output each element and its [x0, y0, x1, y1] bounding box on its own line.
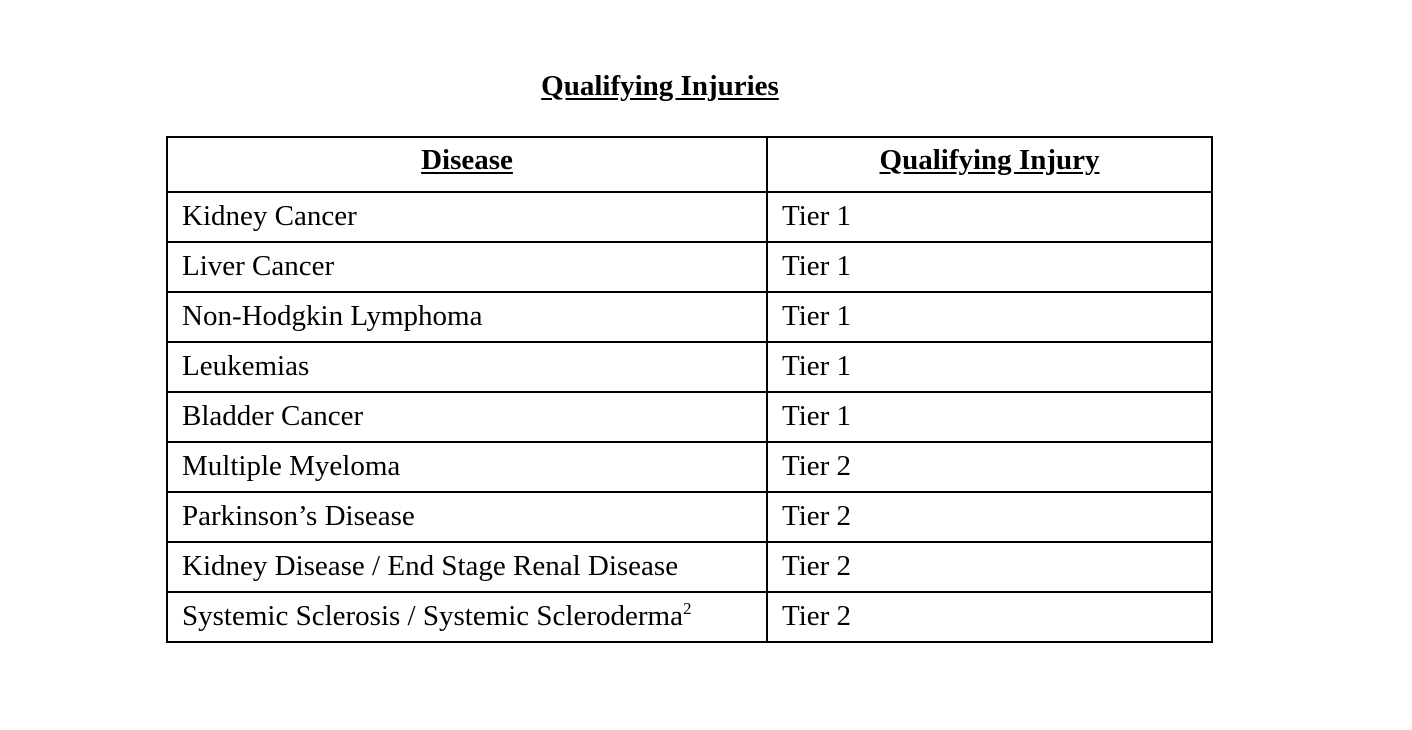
disease-cell: Kidney Cancer — [167, 192, 767, 242]
column-header-qualifying-injury: Qualifying Injury — [767, 137, 1212, 192]
tier-cell: Tier 1 — [767, 242, 1212, 292]
table-row — [167, 592, 1212, 642]
table-row — [167, 292, 1212, 342]
disease-cell: Bladder Cancer — [167, 392, 767, 442]
table-row — [167, 392, 1212, 442]
tier-cell: Tier 2 — [767, 442, 1212, 492]
table-row — [167, 542, 1212, 592]
tier-cell: Tier 1 — [767, 192, 1212, 242]
table-row — [167, 442, 1212, 492]
disease-cell: Leukemias — [167, 342, 767, 392]
tier-cell: Tier 1 — [767, 292, 1212, 342]
tier-cell: Tier 1 — [767, 342, 1212, 392]
disease-cell: Parkinson’s Disease — [167, 492, 767, 542]
disease-cell: Liver Cancer — [167, 242, 767, 292]
tier-cell: Tier 2 — [767, 592, 1212, 642]
disease-cell: Multiple Myeloma — [167, 442, 767, 492]
disease-cell: Non-Hodgkin Lymphoma — [167, 292, 767, 342]
column-header-disease: Disease — [167, 137, 767, 192]
table-row — [167, 192, 1212, 242]
qualifying-injuries-table — [166, 136, 1213, 643]
footnote-marker: 2 — [682, 599, 692, 618]
table-row — [167, 342, 1212, 392]
table-row — [167, 242, 1212, 292]
tier-cell: Tier 1 — [767, 392, 1212, 442]
table-row — [167, 492, 1212, 542]
tier-cell: Tier 2 — [767, 492, 1212, 542]
disease-cell: Systemic Sclerosis / Systemic Scleroderma$^2$ — [167, 592, 767, 642]
page-title: Qualifying Injuries — [541, 70, 779, 102]
table-header-row — [167, 137, 1212, 192]
tier-cell: Tier 2 — [767, 542, 1212, 592]
disease-cell: Kidney Disease / End Stage Renal Disease — [167, 542, 767, 592]
